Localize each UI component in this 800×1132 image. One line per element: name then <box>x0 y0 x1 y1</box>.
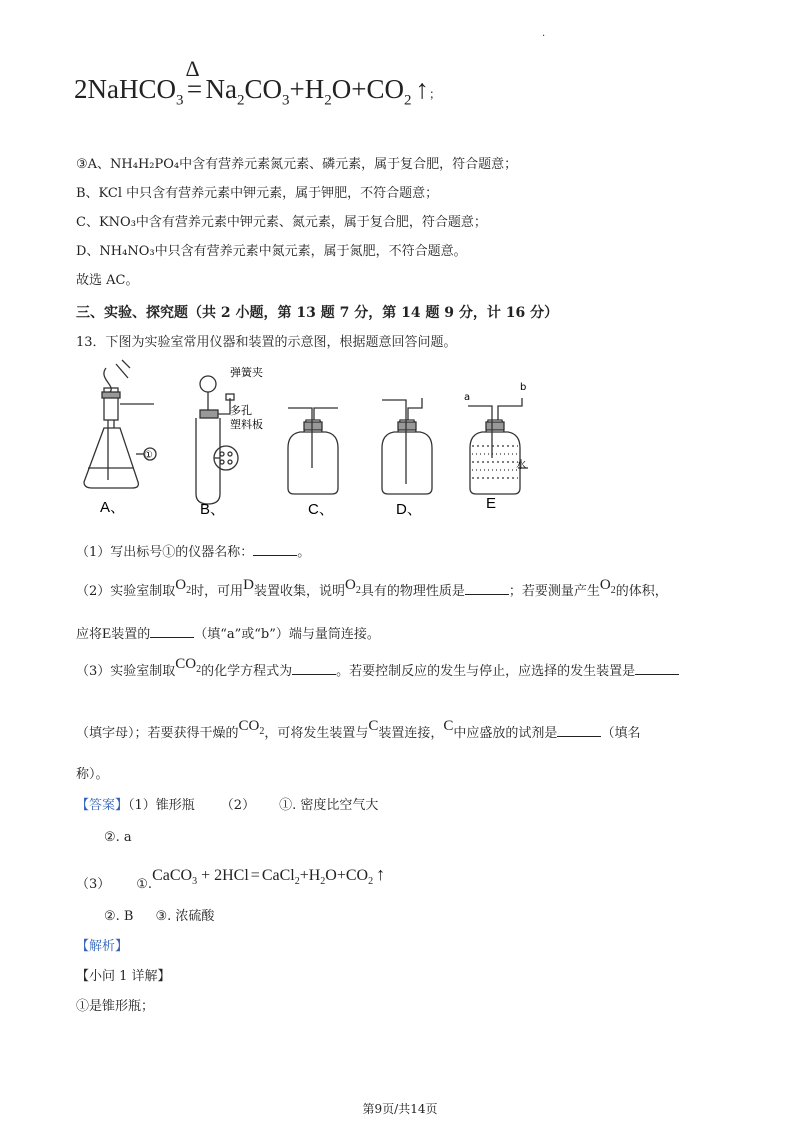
gas-bottle-c <box>288 432 338 494</box>
label-c: C、 <box>308 501 334 518</box>
option-line: D、NH₄NO₃中只含有营养元素中氮元素，属于氮肥，不符合题意。 <box>76 244 467 259</box>
eq-sub: 2 <box>324 92 332 109</box>
analysis-answer: ①是锥形瓶； <box>76 999 155 1014</box>
answer-blank <box>150 625 194 638</box>
marker-circle-1: ① <box>144 450 153 461</box>
option-line: B、KCl 中只含有营养元素中钾元素，属于钾肥，不符合题意； <box>76 186 439 201</box>
eq-part: CaCl <box>261 867 295 884</box>
answer-line-4 <box>104 908 214 926</box>
eq-sub: 2 <box>368 876 374 888</box>
formula-part: O <box>345 577 356 593</box>
option-line: ③A、NH₄H₂PO₄中含有营养元素氮元素、磷元素，属于复合肥，符合题意； <box>76 157 518 172</box>
question-2-line-1 <box>76 577 668 608</box>
label-e: E <box>486 495 497 512</box>
q2-text: 时，可用 <box>191 584 244 599</box>
decomposition-equation <box>74 56 441 109</box>
answer-line-1 <box>76 797 378 815</box>
formula-part: CO <box>238 718 260 734</box>
gas-arrow: ↑ <box>376 864 386 884</box>
eq-equals: = <box>250 867 260 884</box>
answer-part-1: （1）锥形瓶 <box>128 798 195 813</box>
eq-sub: 2 <box>403 92 412 109</box>
q3-text: 装置连接， <box>378 726 444 741</box>
test-tube <box>196 418 220 504</box>
water-label: 水 <box>516 460 526 471</box>
q2-text: （2）实验室制取 <box>76 584 176 599</box>
q1-end: 。 <box>297 545 311 560</box>
eq-product: O <box>331 74 352 104</box>
q3-text: ，可将发生装置与 <box>264 726 369 741</box>
question-stem: 13．下图为实验室常用仪器和装置的示意图，根据题意回答问题。 <box>76 335 457 350</box>
formula-part: O <box>175 577 187 593</box>
device-letter-c: C <box>443 718 454 734</box>
end-b-label: b <box>520 382 527 393</box>
q3-text: （填字母）；若要获得干燥的 <box>76 726 239 741</box>
label-d: D、 <box>396 501 422 518</box>
eq-reactant: NaHCO <box>87 74 176 104</box>
q3-text: （3）实验室制取 <box>76 664 176 679</box>
sub-question-heading: 【小问 1 详解】 <box>76 969 171 984</box>
answer-part-3-1: ①. <box>136 877 153 892</box>
eq-coefficient: 2 <box>74 74 88 104</box>
question-3-line-2 <box>76 718 641 750</box>
answer-blank <box>465 582 509 595</box>
q3-text: 。若要控制反应的发生与停止，应选择的发生装置是 <box>336 664 636 679</box>
question-2-line-2 <box>76 623 380 646</box>
q3-text: 的化学方程式为 <box>201 664 293 679</box>
answer-part-2-1: ①. 密度比空气大 <box>279 798 379 813</box>
answer-blank <box>557 724 601 737</box>
gas-bottle-e <box>470 432 520 494</box>
formula-part: CO <box>175 656 197 672</box>
eq-sub: 3 <box>176 92 184 109</box>
eq-sub: 3 <box>192 876 198 888</box>
eq-part: + 2HCl <box>197 867 249 884</box>
co2-formula <box>175 656 202 675</box>
q2-text: 装置收集，说明 <box>253 584 345 599</box>
device-letter-e: E <box>102 626 112 642</box>
eq-part: CaCO <box>152 867 193 884</box>
eq-sub: 3 <box>282 92 290 109</box>
eq-product: Na <box>205 74 237 104</box>
q2-text: 应将 <box>76 627 103 642</box>
page-footer: 第9页/共14页 <box>362 1102 438 1116</box>
answer-line-3 <box>76 862 385 894</box>
formula-sub: 2 <box>610 585 616 596</box>
eq-plus: + <box>351 74 367 104</box>
caco3-equation <box>152 864 386 888</box>
q2-text: 的体积， <box>615 584 668 599</box>
q1-text: （1）写出标号①的仪器名称： <box>76 545 254 560</box>
o2-formula <box>599 577 616 596</box>
eq-plus: + <box>289 74 305 104</box>
q2-text: 具有的物理性质是 <box>360 584 465 599</box>
formula-sub: 2 <box>355 585 361 596</box>
eq-product: H <box>304 74 325 104</box>
answer-blank <box>253 543 297 556</box>
eq-sub: 2 <box>294 876 300 888</box>
porous-label: 多孔 <box>230 404 252 417</box>
formula-sub: 2 <box>259 726 265 737</box>
eq-part: O+CO <box>325 867 369 884</box>
answer-part-3-3: ③. 浓硫酸 <box>155 909 215 924</box>
formula-sub: 2 <box>196 664 202 675</box>
question-1 <box>76 543 310 562</box>
device-letter-c: C <box>368 718 379 734</box>
answer-line-2: ②. a <box>104 830 132 845</box>
conical-flask <box>84 428 138 488</box>
answer-tag: 【答案】 <box>76 798 129 813</box>
section-heading: 三、实验、探究题（共 2 小题，第 13 题 7 分，第 14 题 9 分，计 16 分） <box>76 305 559 321</box>
answer-part-3: （3） <box>76 877 111 892</box>
eq-product: CO <box>366 74 404 104</box>
co2-formula <box>238 718 265 737</box>
option-line: C、KNO₃中含有营养元素中钾元素、氮元素，属于复合肥，符合题意； <box>76 215 487 230</box>
label-b: B、 <box>200 501 226 518</box>
label-a: A、 <box>100 499 126 516</box>
eq-part: +H <box>299 867 321 884</box>
analysis-tag: 【解析】 <box>76 939 129 954</box>
gas-arrow: ↑ <box>415 74 429 104</box>
device-letter-d: D <box>243 577 254 593</box>
answer-blank <box>635 662 679 675</box>
corner-dot: . <box>542 28 546 39</box>
spring-clamp-label: 弹簧夹 <box>230 366 263 379</box>
eq-product: CO <box>244 74 282 104</box>
answer-part-3-2: ②. B <box>104 909 134 924</box>
bulb-funnel <box>200 376 216 392</box>
q3-text: 中应盛放的试剂是 <box>453 726 558 741</box>
q2-text: （填“a”或“b”）端与量筒连接。 <box>194 627 380 642</box>
apparatus-figure <box>70 358 530 518</box>
option-line: 故选 AC。 <box>76 273 139 288</box>
heat-equals-sign: Δ = <box>185 56 203 104</box>
q2-text: 装置的 <box>111 627 151 642</box>
eq-end: ； <box>428 87 441 101</box>
answer-blank <box>292 662 336 675</box>
q3-text: （填名 <box>601 726 641 741</box>
plastic-plate-label: 塑料板 <box>230 418 263 431</box>
formula-part: O <box>599 577 611 593</box>
o2-formula <box>175 577 192 596</box>
eq-sub: 2 <box>236 92 245 109</box>
question-3-line-1 <box>76 656 679 688</box>
delta-symbol: Δ <box>185 56 200 81</box>
end-a-label: a <box>464 392 471 403</box>
gas-bottle-d <box>382 432 432 494</box>
o2-formula <box>345 577 361 596</box>
eq-sub: 2 <box>320 876 326 888</box>
answer-part-2: （2） <box>220 798 256 813</box>
formula-sub: 2 <box>186 585 192 596</box>
question-3-line-3: 称）。 <box>76 767 109 782</box>
q2-text: ；若要测量产生 <box>508 584 600 599</box>
